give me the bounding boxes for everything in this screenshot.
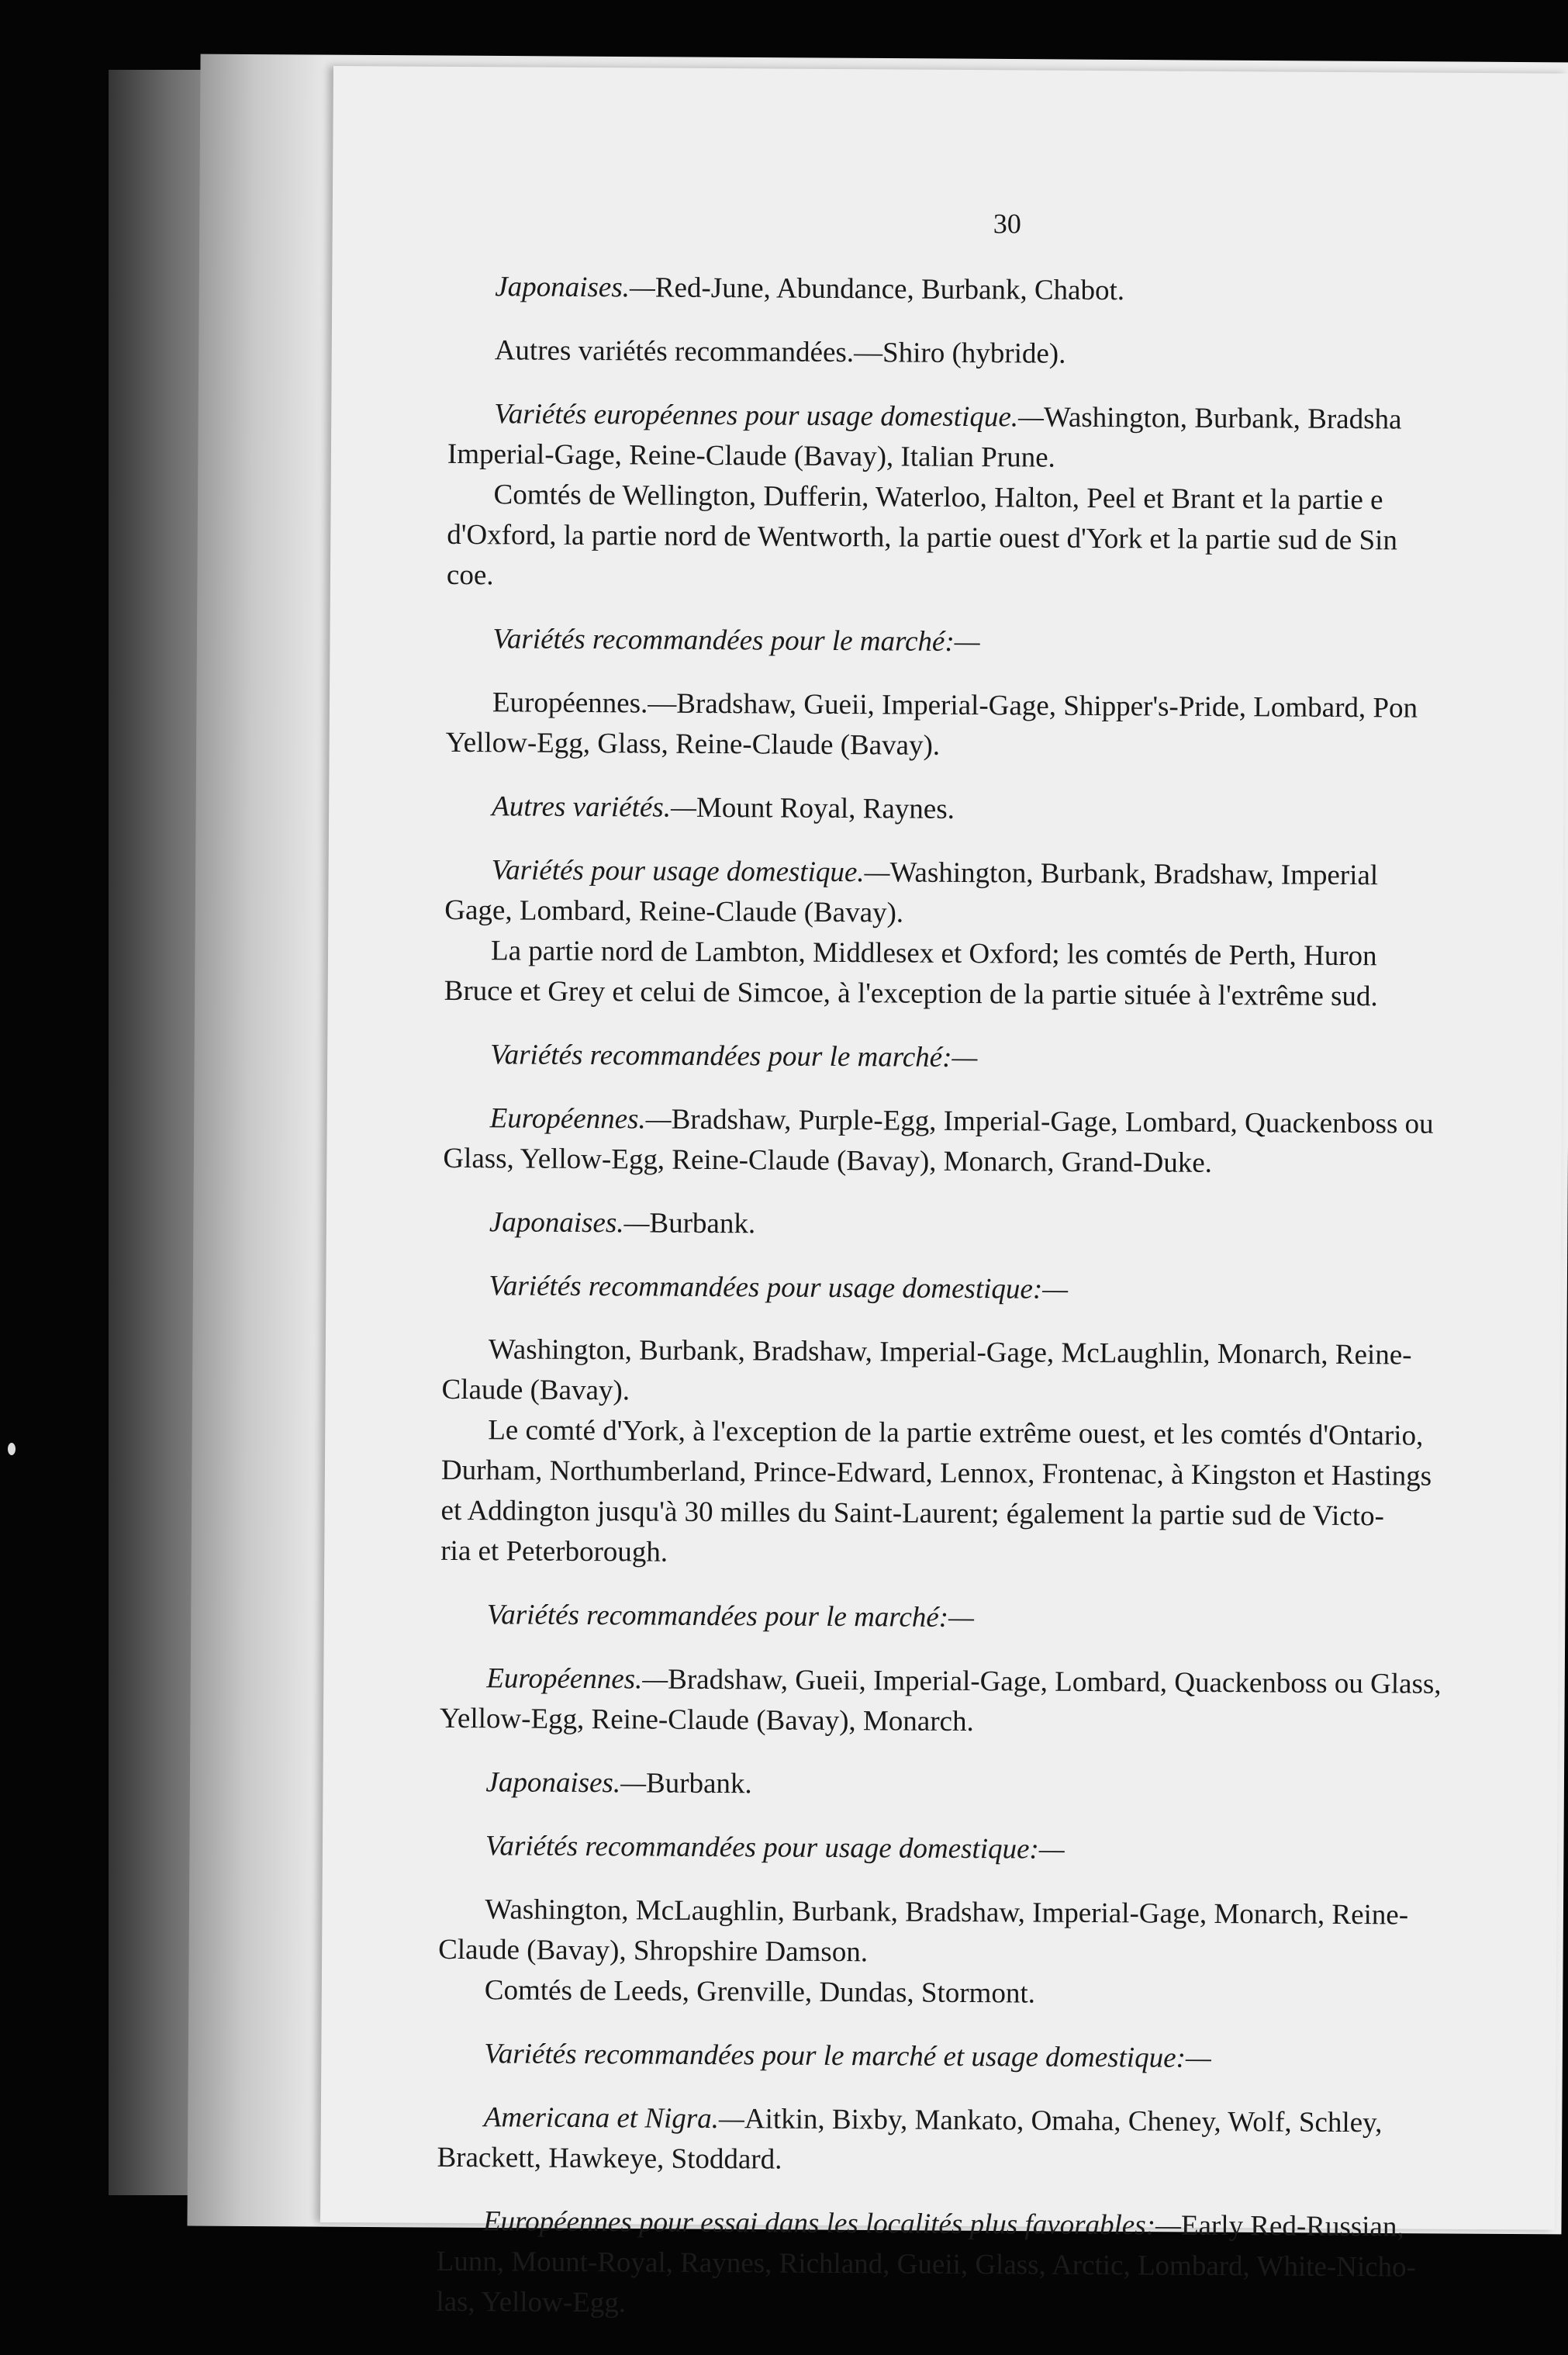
page-number: 30: [993, 208, 1021, 240]
text-span: Européennes.—Bradshaw, Gueii, Imperial-Gage, Shipper's-Pride, Lombard, Pon: [492, 686, 1418, 724]
text-line: [444, 1101, 1560, 1143]
text-line: [439, 1828, 1556, 1871]
text-line: [442, 1332, 1559, 1375]
text-line: [443, 1205, 1559, 1247]
text-span: Washington, Burbank, Bradshaw, Imperial-Gage, McLaughlin, Monarch, Reine-: [488, 1333, 1412, 1371]
text-span: Durham, Northumberland, Prince-Edward, Lennox, Frontenac, à Kingston et Hastings: [440, 1454, 1432, 1492]
text-span: ria et Peterborough.: [440, 1534, 668, 1568]
text-line: [436, 2284, 1552, 2327]
text-span: Bradshaw, Gueii, Imperial-Gage, Lombard, Quackenboss ou Glass,: [668, 1663, 1442, 1700]
text-span: Claude (Bavay), Shropshire Damson.: [438, 1933, 869, 1969]
text-line: [443, 1141, 1559, 1184]
page-text: [436, 202, 1566, 2355]
text-line: [444, 973, 1561, 1016]
text-span: Variétés recommandées pour le marché et usage domestique:—: [484, 2038, 1211, 2074]
text-span: Bradshaw, Purple-Egg, Imperial-Gage, Lombard, Quackenboss ou: [671, 1103, 1434, 1140]
text-line: [440, 1493, 1557, 1536]
text-line: [440, 1661, 1556, 1703]
text-span: Americana et Nigra.—: [483, 2101, 745, 2135]
text-line: [448, 333, 1565, 375]
text-span: Burbank.: [649, 1207, 756, 1240]
text-span: Variétés recommandées pour le marché:—: [492, 623, 980, 659]
text-line: [446, 685, 1563, 728]
text-span: Comtés de Wellington, Dufferin, Waterloo, Halton, Peel et Brant et la partie e: [493, 479, 1383, 517]
text-span: Variétés recommandées pour usage domestique:—: [489, 1270, 1069, 1305]
text-line: [440, 1701, 1556, 1744]
text-line: [442, 1268, 1559, 1311]
text-span: Glass, Yellow-Egg, Reine-Claude (Bavay), Monarch, Grand-Duke.: [443, 1142, 1213, 1179]
text-span: Burbank.: [645, 1767, 752, 1800]
text-span: Gage, Lombard, Reine-Claude (Bavay).: [444, 894, 904, 929]
text-span: Yellow-Egg, Glass, Reine-Claude (Bavay).: [445, 726, 941, 762]
text-span: et Addington jusqu'à 30 milles du Saint-Laurent; également la partie sud de Victo-: [440, 1494, 1385, 1533]
text-span: Variétés recommandées pour usage domestique:—: [485, 1830, 1065, 1866]
text-line: [437, 2244, 1553, 2287]
document-page: [320, 66, 1568, 2319]
text-line: [445, 852, 1562, 895]
text-span: Mount Royal, Raynes.: [696, 791, 955, 825]
text-line: [445, 789, 1562, 832]
text-span: Imperial-Gage, Reine-Claude (Bavay), Italian Prune.: [447, 437, 1055, 474]
text-line: [447, 517, 1563, 560]
text-line: [447, 477, 1563, 520]
text-line: [444, 1037, 1560, 1080]
text-line: [440, 1597, 1557, 1640]
text-span: Lunn, Mount-Royal, Raynes, Richland, Gueii, Glass, Arctic, Lombard, White-Nicho-: [436, 2245, 1417, 2284]
text-span: Variétés européennes pour usage domestique.—: [494, 398, 1045, 434]
text-span: Européennes pour essai dans les localités plus favorables:—: [482, 2205, 1182, 2242]
body-text: [436, 269, 1565, 2327]
text-span: Red-June, Abundance, Burbank, Chabot.: [654, 271, 1125, 307]
text-span: Japonaises.—: [489, 1206, 650, 1240]
text-span: Bruce et Grey et celui de Simcoe, à l'exception de la partie située à l'extrême sud.: [444, 974, 1378, 1013]
text-line: [446, 725, 1563, 768]
text-span: Japonaises.—: [495, 271, 655, 304]
text-span: Aitkin, Bixby, Mankato, Omaha, Cheney, Wolf, Schley,: [744, 2103, 1383, 2139]
text-line: [441, 1413, 1558, 1455]
text-span: Variétés recommandées pour le marché:—: [486, 1599, 975, 1634]
text-span: Autres variétés.—: [492, 790, 697, 824]
scan-speck: [8, 1443, 16, 1455]
text-span: coe.: [446, 558, 494, 592]
text-line: [447, 437, 1564, 479]
text-span: Comtés de Leeds, Grenville, Dundas, Stormont.: [484, 1974, 1036, 2010]
text-line: [448, 269, 1565, 312]
text-line: [440, 1534, 1557, 1576]
text-span: Japonaises.—: [485, 1766, 647, 1800]
text-span: d'Oxford, la partie nord de Wentworth, la partie ouest d'York et la partie sud de Sin: [447, 518, 1398, 557]
text-line: [446, 621, 1563, 664]
text-line: [444, 933, 1561, 976]
text-span: las, Yellow-Egg.: [436, 2285, 627, 2319]
text-line: [437, 2100, 1554, 2142]
text-span: Variétés recommandées pour le marché:—: [490, 1039, 978, 1074]
text-span: Européennes.—: [489, 1102, 672, 1136]
text-line: [447, 396, 1564, 439]
text-span: Washington, McLaughlin, Burbank, Bradshaw, Imperial-Gage, Monarch, Reine-: [485, 1893, 1409, 1931]
text-span: Brackett, Hawkeye, Stoddard.: [437, 2141, 782, 2176]
text-span: Washington, Burbank, Bradsha: [1043, 401, 1402, 436]
text-line: [444, 893, 1561, 935]
text-line: [439, 1765, 1556, 1807]
text-span: La partie nord de Lambton, Middlesex et Oxford; les comtés de Perth, Huron: [490, 935, 1377, 973]
text-line: [437, 2036, 1554, 2079]
text-span: Claude (Bavay).: [441, 1373, 630, 1407]
text-span: Washington, Burbank, Bradshaw, Imperial: [889, 856, 1379, 892]
text-line: [447, 558, 1563, 600]
text-span: Variétés pour usage domestique.—: [491, 854, 890, 889]
text-span: Européennes.—: [486, 1662, 668, 1696]
text-span: Le comté d'York, à l'exception de la partie extrême ouest, et les comtés d'Ontario,: [488, 1414, 1424, 1452]
text-line: [437, 2140, 1553, 2183]
text-span: Yellow-Egg, Reine-Claude (Bavay), Monarch.: [439, 1702, 974, 1738]
text-line: [437, 2204, 1553, 2246]
text-line: [438, 1892, 1555, 1935]
text-span: Autres variétés recommandées.—Shiro (hybride).: [494, 334, 1066, 370]
text-span: Early Red-Russian,: [1180, 2209, 1404, 2243]
text-line: [438, 1973, 1555, 2015]
text-line: [441, 1453, 1558, 1496]
text-line: [438, 1932, 1555, 1975]
text-line: [441, 1372, 1558, 1415]
